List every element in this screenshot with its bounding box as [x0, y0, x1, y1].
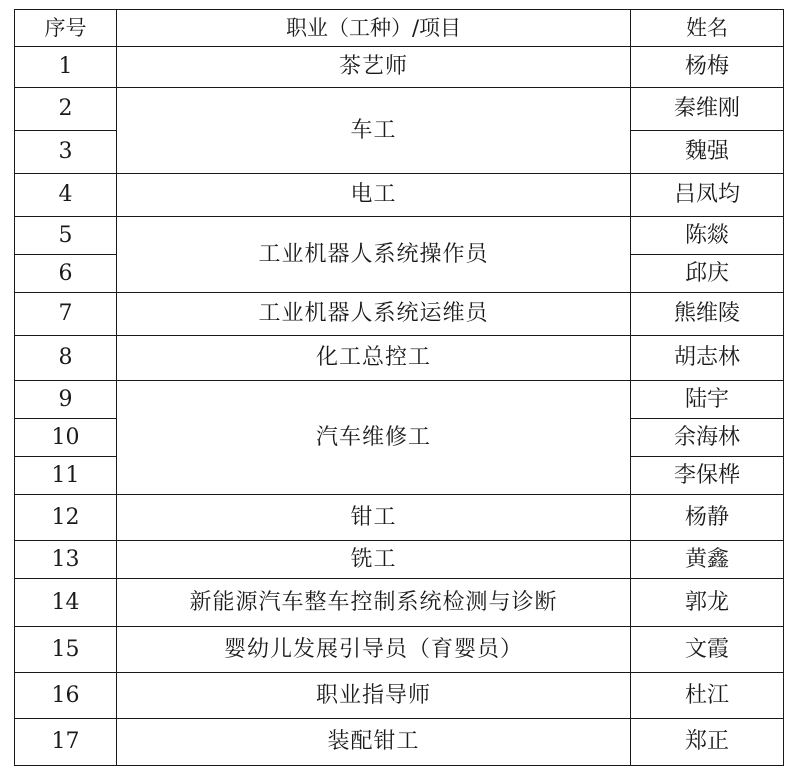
row-no: 14 — [15, 579, 117, 627]
header-occupation: 职业（工种）/项目 — [117, 10, 631, 47]
table-row — [15, 673, 784, 719]
row-no: 12 — [15, 495, 117, 541]
row-occupation: 化工总控工 — [117, 336, 631, 381]
table-row — [15, 217, 784, 255]
row-name: 陈燚 — [631, 217, 784, 255]
header-no: 序号 — [15, 10, 117, 47]
table-row — [15, 174, 784, 217]
row-no: 10 — [15, 419, 117, 457]
row-name: 郭龙 — [631, 579, 784, 627]
row-name: 胡志林 — [631, 336, 784, 381]
row-occupation: 婴幼儿发展引导员（育婴员） — [117, 627, 631, 673]
row-name: 杨静 — [631, 495, 784, 541]
row-no: 13 — [15, 541, 117, 579]
row-no: 1 — [15, 47, 117, 88]
row-no: 7 — [15, 293, 117, 336]
table-row — [15, 541, 784, 579]
table-row — [15, 579, 784, 627]
table-row — [15, 47, 784, 88]
row-no: 15 — [15, 627, 117, 673]
row-no: 6 — [15, 255, 117, 293]
table-row — [15, 293, 784, 336]
row-occupation: 汽车维修工 — [117, 381, 631, 495]
row-name: 杜江 — [631, 673, 784, 719]
row-occupation: 电工 — [117, 174, 631, 217]
row-occupation: 茶艺师 — [117, 47, 631, 88]
row-no: 16 — [15, 673, 117, 719]
row-name: 邱庆 — [631, 255, 784, 293]
row-occupation: 装配钳工 — [117, 719, 631, 766]
table-row — [15, 495, 784, 541]
row-name: 文霞 — [631, 627, 784, 673]
row-occupation: 车工 — [117, 88, 631, 174]
row-no: 9 — [15, 381, 117, 419]
header-name: 姓名 — [631, 10, 784, 47]
row-no: 8 — [15, 336, 117, 381]
row-name: 黄鑫 — [631, 541, 784, 579]
row-name: 郑正 — [631, 719, 784, 766]
row-name: 秦维刚 — [631, 88, 784, 131]
roster-table — [14, 9, 784, 766]
row-name: 陆宇 — [631, 381, 784, 419]
row-no: 5 — [15, 217, 117, 255]
row-occupation: 新能源汽车整车控制系统检测与诊断 — [117, 579, 631, 627]
table-row — [15, 336, 784, 381]
row-occupation: 工业机器人系统运维员 — [117, 293, 631, 336]
row-name: 魏强 — [631, 131, 784, 174]
row-no: 3 — [15, 131, 117, 174]
row-occupation: 铣工 — [117, 541, 631, 579]
row-occupation: 钳工 — [117, 495, 631, 541]
row-name: 李保桦 — [631, 457, 784, 495]
header-row — [15, 10, 784, 47]
row-occupation: 工业机器人系统操作员 — [117, 217, 631, 293]
row-occupation: 职业指导师 — [117, 673, 631, 719]
row-name: 熊维陵 — [631, 293, 784, 336]
table-row — [15, 88, 784, 131]
table-row — [15, 381, 784, 419]
table-row — [15, 627, 784, 673]
row-name: 杨梅 — [631, 47, 784, 88]
row-name: 余海林 — [631, 419, 784, 457]
row-name: 吕凤均 — [631, 174, 784, 217]
row-no: 11 — [15, 457, 117, 495]
row-no: 4 — [15, 174, 117, 217]
row-no: 2 — [15, 88, 117, 131]
row-no: 17 — [15, 719, 117, 766]
table-row — [15, 719, 784, 766]
